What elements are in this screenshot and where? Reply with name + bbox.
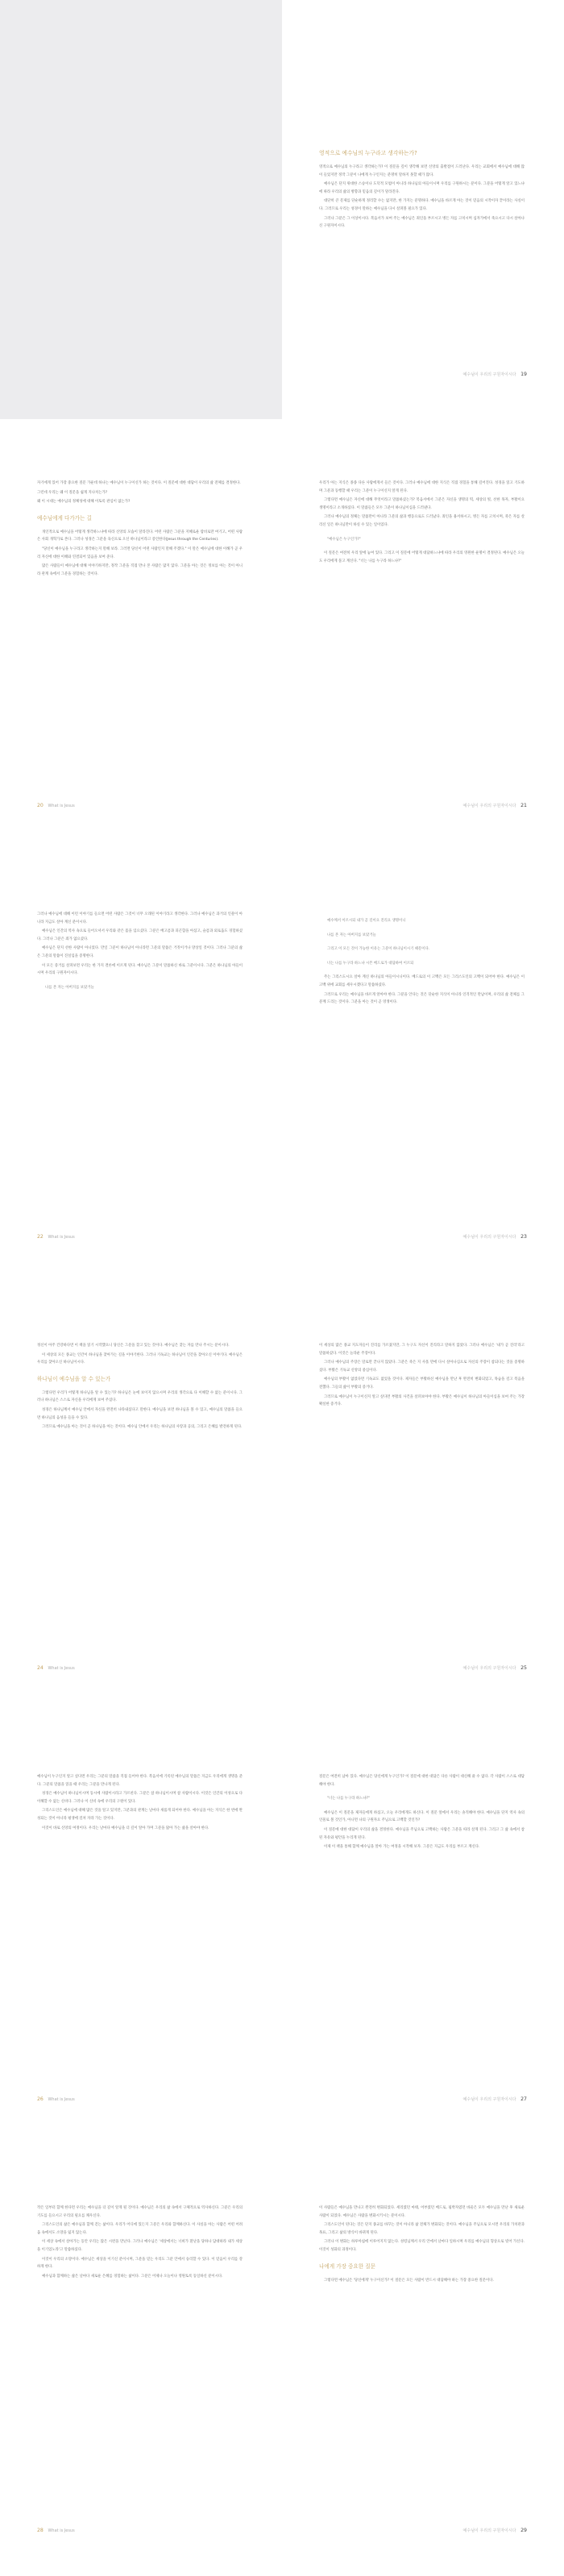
page-number: 21 [520,803,527,808]
spread-4 [0,1294,564,1713]
paragraph: 예수님은 인간의 역사 속으로 들어오셔서 우리와 같은 몸을 입으셨다. 그분은 배고픔과 피곤함을 아셨고, 슬픔과 외로움도 경험하셨다. 그러나 그분은 죄가 없으셨다. [37,929,243,941]
page-23 [282,862,564,1282]
page-number: 29 [520,2528,527,2533]
paragraph: 예수님의 부활이 없었다면 기독교도 없었을 것이다. 제자들은 부활하신 예수님을 만난 후 완전히 변화되었고, 목숨을 걸고 복음을 전했다. 그들의 삶이 부활의 증거다. [319,1377,525,1390]
page-text [37,911,243,998]
page-text [319,480,525,567]
page-text [319,1342,525,1411]
quote: 너는 나를 누구라 하느냐 시몬 베드로가 대답하여 이르되 [327,961,414,966]
paragraph: 그러므로 우리는 예수님을 바르게 알아야 한다. 그분을 안다는 것은 단순한 지식이 아니라 인격적인 만남이며, 우리의 삶 전체를 그분께 드리는 것이다. 그분을 아는 것이 곧 영생이다. [319,992,525,1005]
section-heading: 예수님에게 다가가는 길 [37,514,92,521]
paragraph: 성경은 예수님이 하나님이시며 동시에 사람이시라고 가르친다. 그분은 참 하나님이시며 참 사람이시다. 이것은 인간의 이성으로 다 이해할 수 없는 신비다. 그러나 이 신비 속에 우리의 구원이 있다. [37,1792,243,1804]
page-24 [0,1294,282,1713]
page-21 [282,431,564,850]
page-26 [0,1725,282,2144]
paragraph: 이 세상 속에서 살아가는 동안 우리는 많은 시련을 만난다. 그러나 예수님은 '세상에서는 너희가 환난을 당하나 담대하라 내가 세상을 이기었노라'고 말씀하셨다. [37,2240,243,2252]
running-title: What is Jesus [48,1235,75,1240]
page-number: 24 [37,1665,44,1671]
paragraph: 그리스도인이 된다는 것은 단지 종교를 바꾸는 것이 아니라 삶 전체가 변화되는 것이다. 예수님을 주님으로 모시면 우리의 가치관과 목표, 그리고 삶의 방식이 바뀌게 된다. [319,2223,525,2235]
paragraph: 그렇다면 예수님은 '당신에게' 누구이신가? 이 질문은 모든 사람이 반드시 대답해야 하는 가장 중요한 질문이다. [324,2278,494,2283]
paragraph: 예수님은 이 질문을 제자들에게 하셨고, 오늘 우리에게도 하신다. 이 질문 앞에서 우리는 솔직해야 한다. 예수님을 단지 역사 속의 인물로 볼 것인가, 아니면 나의 구원자요 주님으로 고백할 것인가? [319,1810,525,1823]
paragraph: 그러나 예수님의 정체는 말씀만이 아니라 그분의 삶과 행동으로도 드러났다. 죄인을 용서하시고, 병든 자를 고치시며, 죽은 자를 살리신 일은 하나님만이 하실 수 있는 일이었다. [319,515,525,527]
quote: 그리고 이 모든 것이 가능한 이유는 그분이 하나님이시기 때문이다. [327,947,430,952]
paragraph: 그러나 예수님에 대해 이런 이야기를 들으면 어떤 사람은 그것이 너무 오래된 이야기라고 생각한다. 그러나 예수님은 과거의 인물이 아니라 지금도 살아 계신 분이시다. [37,912,243,924]
paragraph: 그러나 그분은 그 이상이시다. 복음서가 보여 주는 예수님은 죄인을 부르시고 병든 자를 고치시며 십자가에서 죽으시고 다시 살아나신 구원자이시다. [319,216,525,229]
page-number: 23 [520,1234,527,1240]
page-footer [460,1234,527,1240]
page-text [37,2204,243,2282]
page-footer [37,1665,78,1671]
paragraph: 이제 이 책을 통해 함께 예수님을 알아 가는 여정을 시작해 보자. 그분은 지금도 우리를 부르고 계신다. [324,1845,480,1850]
section-heading: 하나님이 예수님을 알 수 있는가 [37,1375,111,1382]
paragraph: 질문은 여전히 남아 있다. 예수님은 당신에게 누구인가? 이 질문에 대한 대답은 다른 사람이 대신해 줄 수 없다. 각 사람이 스스로 대답해야 한다. [319,1775,525,1787]
paragraph: 영적으로 예수님의 누구라고 생각하는가? 이 질문을 깊이 생각해 보면 신앙의 출발점이 드러난다. 우리는 교회에서 예수님에 대해 많이 들었지만 정작 그분이 나에게 누구인지는 분명히 말하지 못할 때가 많다. [319,165,525,177]
page-footer [460,2528,527,2533]
page-footer [460,2096,527,2102]
paragraph: 정신이 아주 건강하다면 이 책을 읽기 시작했으니 당신은 그분을 찾고 있는 것이다. 예수님은 찾는 자를 만나 주시는 분이시다. [37,1344,230,1348]
page-27 [282,1725,564,2144]
page-footer [37,2528,78,2533]
page-text [319,1773,525,1853]
quote: 나를 본 자는 아버지를 보았거늘 [45,985,94,990]
page-number: 26 [37,2096,44,2102]
running-title: What is Jesus [48,1666,75,1671]
quote: "예수님은 누구인가?" [327,537,361,542]
paragraph: 이 세상의 많은 종교 지도자들이 진리를 가르쳤지만, 그 누구도 자신이 진리라고 말하지 않았다. 그러나 예수님은 '내가 곧 진리'라고 말씀하셨다. 이것은 놀라운 주장이다. [319,1344,525,1356]
spread-1 [0,0,564,419]
quote: 나를 본 자는 아버지를 보았거늘 [327,933,376,937]
paragraph: 예수님은 단지 위대한 스승이나 도덕적 모범이 아니라 하나님의 아들이시며 우리를 구원하시는 분이다. 그분을 어떻게 알고 있느냐에 따라 우리의 삶의 방향과 믿음의 깊이가 달라진다. [319,182,525,194]
paragraph: 그런데 우리는 왜 이 질문을 쉽게 지나치는가? [37,490,108,495]
paragraph: 이 질문은 여전히 우리 앞에 놓여 있다. 그리고 이 질문에 어떻게 대답하느냐에 따라 우리의 영원한 운명이 결정된다. 예수님은 오늘도 우리에게 묻고 계신다. "너는 나를 누구라 하느냐?" [319,551,525,563]
paragraph: 예수님이 누구인지 알고 싶다면 우리는 그분의 말씀을 직접 들어야 한다. 복음서에 기록된 예수님의 말씀은 지금도 우리에게 생명을 준다. 그분의 말씀을 읽을 때 우리는 그분을 만나게 된다. [37,1775,243,1787]
paragraph: 이 모든 증거를 살펴보면 우리는 한 가지 결론에 이르게 된다. 예수님은 그분이 말씀하신 바로 그분이시다. 그분은 하나님의 아들이시며 우리의 구원자이시다. [37,963,243,976]
paragraph: 그러므로 예수님이 누구이신지 알고 싶다면 부활의 사건을 살펴보아야 한다. 부활은 예수님이 하나님의 아들이심을 보여 주는 가장 확실한 증거다. [319,1394,525,1407]
page-footer [460,1665,527,1671]
paragraph: 이 세상의 모든 종교는 인간이 하나님을 찾아가는 길을 이야기한다. 그러나 기독교는 하나님이 인간을 찾아오신 이야기다. 예수님은 우리를 찾아오신 하나님이시다. [37,1352,243,1365]
page-25 [282,1294,564,1713]
quote: "너는 나를 누구라 하느냐?" [327,1797,370,1801]
page-number: 25 [520,1665,527,1671]
page-footer [460,803,527,808]
paragraph: 주는 그리스도시요 살아 계신 하나님의 아들이시니이다. 베드로의 이 고백은 모든 그리스도인의 고백이 되어야 한다. 예수님은 이 고백 위에 교회를 세우시겠다고 말씀하셨다. [319,975,525,987]
page-text [37,1773,243,1834]
page-footer [37,803,78,808]
paragraph: 그렇다면 예수님은 자신에 대해 무엇이라고 말씀하셨는가? 복음서에서 그분은 자신을 생명의 떡, 세상의 빛, 선한 목자, 부활이요 생명이라고 소개하셨다. 이 말씀들은 모두 그분이 하나님이심을 드러낸다. [319,498,525,510]
spread-5 [0,1725,564,2144]
spread-3 [0,862,564,1282]
paragraph: 개인적으로 예수님을 어떻게 생각하느냐에 따라 신앙의 모습이 달라진다. 어떤 사람은 그분을 지혜로운 랍비로만 여기고, 어떤 사람은 사회 개혁가로 본다. 그러나 성경은 그분을 육신으로 오신 하나님이라고 증언한다(Jesus through the Centuries). [37,530,243,542]
blank-page [0,0,282,419]
paragraph: 많은 사람들이 예수님에 대해 이야기하지만, 정작 그분을 직접 만나 본 사람은 많지 않다. 그분을 아는 것은 정보를 아는 것이 아니라 관계 속에서 그분을 경험하는 것이다. [37,564,243,576]
running-title: 예수님이 우리의 구원자이시다 [462,2528,516,2533]
section-heading: 나에게 가장 중요한 질문 [319,2262,375,2270]
running-title: 예수님이 우리의 구원자이시다 [462,1235,516,1240]
running-title: What is Jesus [48,2097,75,2102]
page-footer [37,1234,78,1240]
running-title: 예수님이 우리의 구원자이시다 [462,804,516,808]
paragraph: 그렇다면 우리가 어떻게 하나님을 알 수 있는가? 하나님은 눈에 보이지 않으시며 우리의 생각으로 다 이해할 수 없는 분이시다. 그러나 하나님은 스스로 자신을 우리에게 보여 주셨다. [37,1390,243,1403]
paragraph: 그리스도인은 예수님에 대해 많은 것을 알고 있지만, 그분과의 관계는 날마다 새롭게 되어야 한다. 예수님을 아는 지식은 한 번에 완성되는 것이 아니라 평생에 걸쳐 자라 가는 것이다. [37,1809,243,1821]
running-title: 예수님이 우리의 구원자이시다 [462,372,516,377]
paragraph: 이것이 바로 신앙의 여정이다. 우리는 날마다 예수님을 더 깊이 알아 가며 그분을 닮아 가는 삶을 살아야 한다. [42,1826,209,1830]
spread-6 [0,2156,564,2575]
paragraph: 그러므로 예수님을 아는 것이 곧 하나님을 아는 것이다. 예수님 안에서 우리는 하나님의 사랑과 공의, 그리고 은혜를 발견하게 된다. [42,1425,243,1430]
page-number: 22 [37,1234,44,1240]
page-footer [460,372,527,377]
running-title: 예수님이 우리의 구원자이시다 [462,2097,516,2102]
paragraph: 작은 일부터 함께 한다면 우리는 예수님을 더 깊이 알게 될 것이다. 예수님은 우리의 삶 속에서 구체적으로 역사하신다. 그분은 우리의 기도를 들으시고 우리의 필요를 채우신다. [37,2206,243,2218]
page-footer [37,2096,78,2102]
paragraph: 왜 이 시대는 예수님의 정체성에 대해 이토록 관심이 없는가? [37,500,131,505]
running-title: What is Jesus [48,804,75,808]
page-28 [0,2156,282,2575]
paragraph: 자기에게 있어 가장 중요한 질문 가운데 하나는 예수님이 누구이신가 하는 것이다. 이 질문에 대한 대답이 우리의 삶 전체를 결정한다. [37,481,241,485]
quote: 예수께서 이르시되 내가 곧 길이요 진리요 생명이니 [327,919,406,923]
running-title: 예수님이 우리의 구원자이시다 [462,1666,516,1671]
paragraph: 그러나 예수님의 주장은 말로만 끝나지 않았다. 그분은 죽은 지 사흘 만에 다시 살아나심으로 자신의 주장이 참되다는 것을 증명하셨다. 부활은 기독교 신앙의 중심이다. [319,1361,525,1373]
paragraph: 이것이 우리의 소망이다. 예수님은 세상을 이기신 분이시며, 그분을 믿는 우리도 그분 안에서 승리할 수 있다. 이 믿음이 우리를 강하게 한다. [37,2257,243,2270]
page-text [319,2204,525,2286]
page-number: 27 [520,2096,527,2102]
paragraph: 우리가 아는 지식은 종종 다른 사람에게서 들은 것이다. 그러나 예수님에 대한 지식은 직접 경험을 통해 깊어진다. 성경을 읽고 기도하며 그분과 동행할 때 우리는 그분이 누구이신지 알게 된다. [319,481,525,493]
page-text [319,911,525,1008]
page-22 [0,862,282,1282]
paragraph: 이 질문에 대한 대답이 우리의 삶을 결정한다. 예수님을 주님으로 고백하는 사람은 그분을 따라 살게 된다. 그리고 그 삶 속에서 참된 자유와 평안을 누리게 된다. [319,1827,525,1840]
section-heading: 영적으로 예수님의 누구라고 생각하는가? [319,150,417,156]
paragraph: 그러나 이 변화는 하루아침에 이루어지지 않는다. 성령님께서 우리 안에서 날마다 일하시며 우리를 예수님의 형상으로 빚어 가신다. 이것이 성화의 과정이다. [319,2240,525,2252]
paragraph: 그리스도인의 삶은 예수님과 함께 걷는 삶이다. 우리가 어디에 있든지 그분은 우리와 함께하신다. 이 사실을 아는 사람은 어떤 어려움 속에서도 소망을 잃지 않는다. [37,2223,243,2235]
page-text [319,149,525,232]
running-title: What is Jesus [48,2528,75,2533]
page-29 [282,2156,564,2575]
spread-2 [0,431,564,850]
page-text [37,1342,243,1433]
paragraph: 예수님과 함께하는 삶은 날마다 새로운 은혜를 경험하는 삶이다. 그분은 어제나 오늘이나 영원토록 동일하신 분이시다. [42,2274,223,2279]
paragraph: 예수님은 단지 선한 사람이 아니었다. 만일 그분이 하나님이 아니라면 그분의 말씀은 거짓이거나 망상일 것이다. 그러나 그분의 삶은 그분의 말씀이 진실임을 증명한다. [37,946,243,958]
paragraph: 대단히 큰 문제를 단순하게 정리할 수는 없지만, 한 가지는 분명하다. 예수님을 바르게 아는 것이 믿음의 시작이자 끝이라는 사실이다. 그러므로 우리는 성경이 말하는 예수님을 다시 살펴볼 필요가 있다. [319,199,525,211]
paragraph: 성경은 하나님께서 예수님 안에서 자신을 완전히 나타내셨다고 말한다. 예수님을 보면 하나님을 볼 수 있고, 예수님의 말씀을 들으면 하나님의 음성을 들을 수 있다. [37,1407,243,1420]
page-text [37,480,243,580]
page-19 [282,0,564,419]
page-number: 28 [37,2528,44,2533]
paragraph: 이 사람들은 예수님을 만나고 완전히 변화되었다. 세리였던 마태, 어부였던 베드로, 핍박자였던 바울은 모두 예수님을 만난 후 새로운 사람이 되었다. 예수님은 사람을 변화시키시는 분이시다. [319,2206,525,2218]
page-number: 20 [37,803,44,808]
page-20 [0,431,282,850]
page-number: 19 [520,372,527,377]
paragraph: "당신이 예수님을 누구라고 생각하는지 말해 보라. 그러면 당신이 어떤 사람인지 말해 주겠다." 이 말은 예수님에 대한 이해가 곧 우리 자신에 대한 이해와 연결되어 있음을 보여 준다. [37,546,243,559]
